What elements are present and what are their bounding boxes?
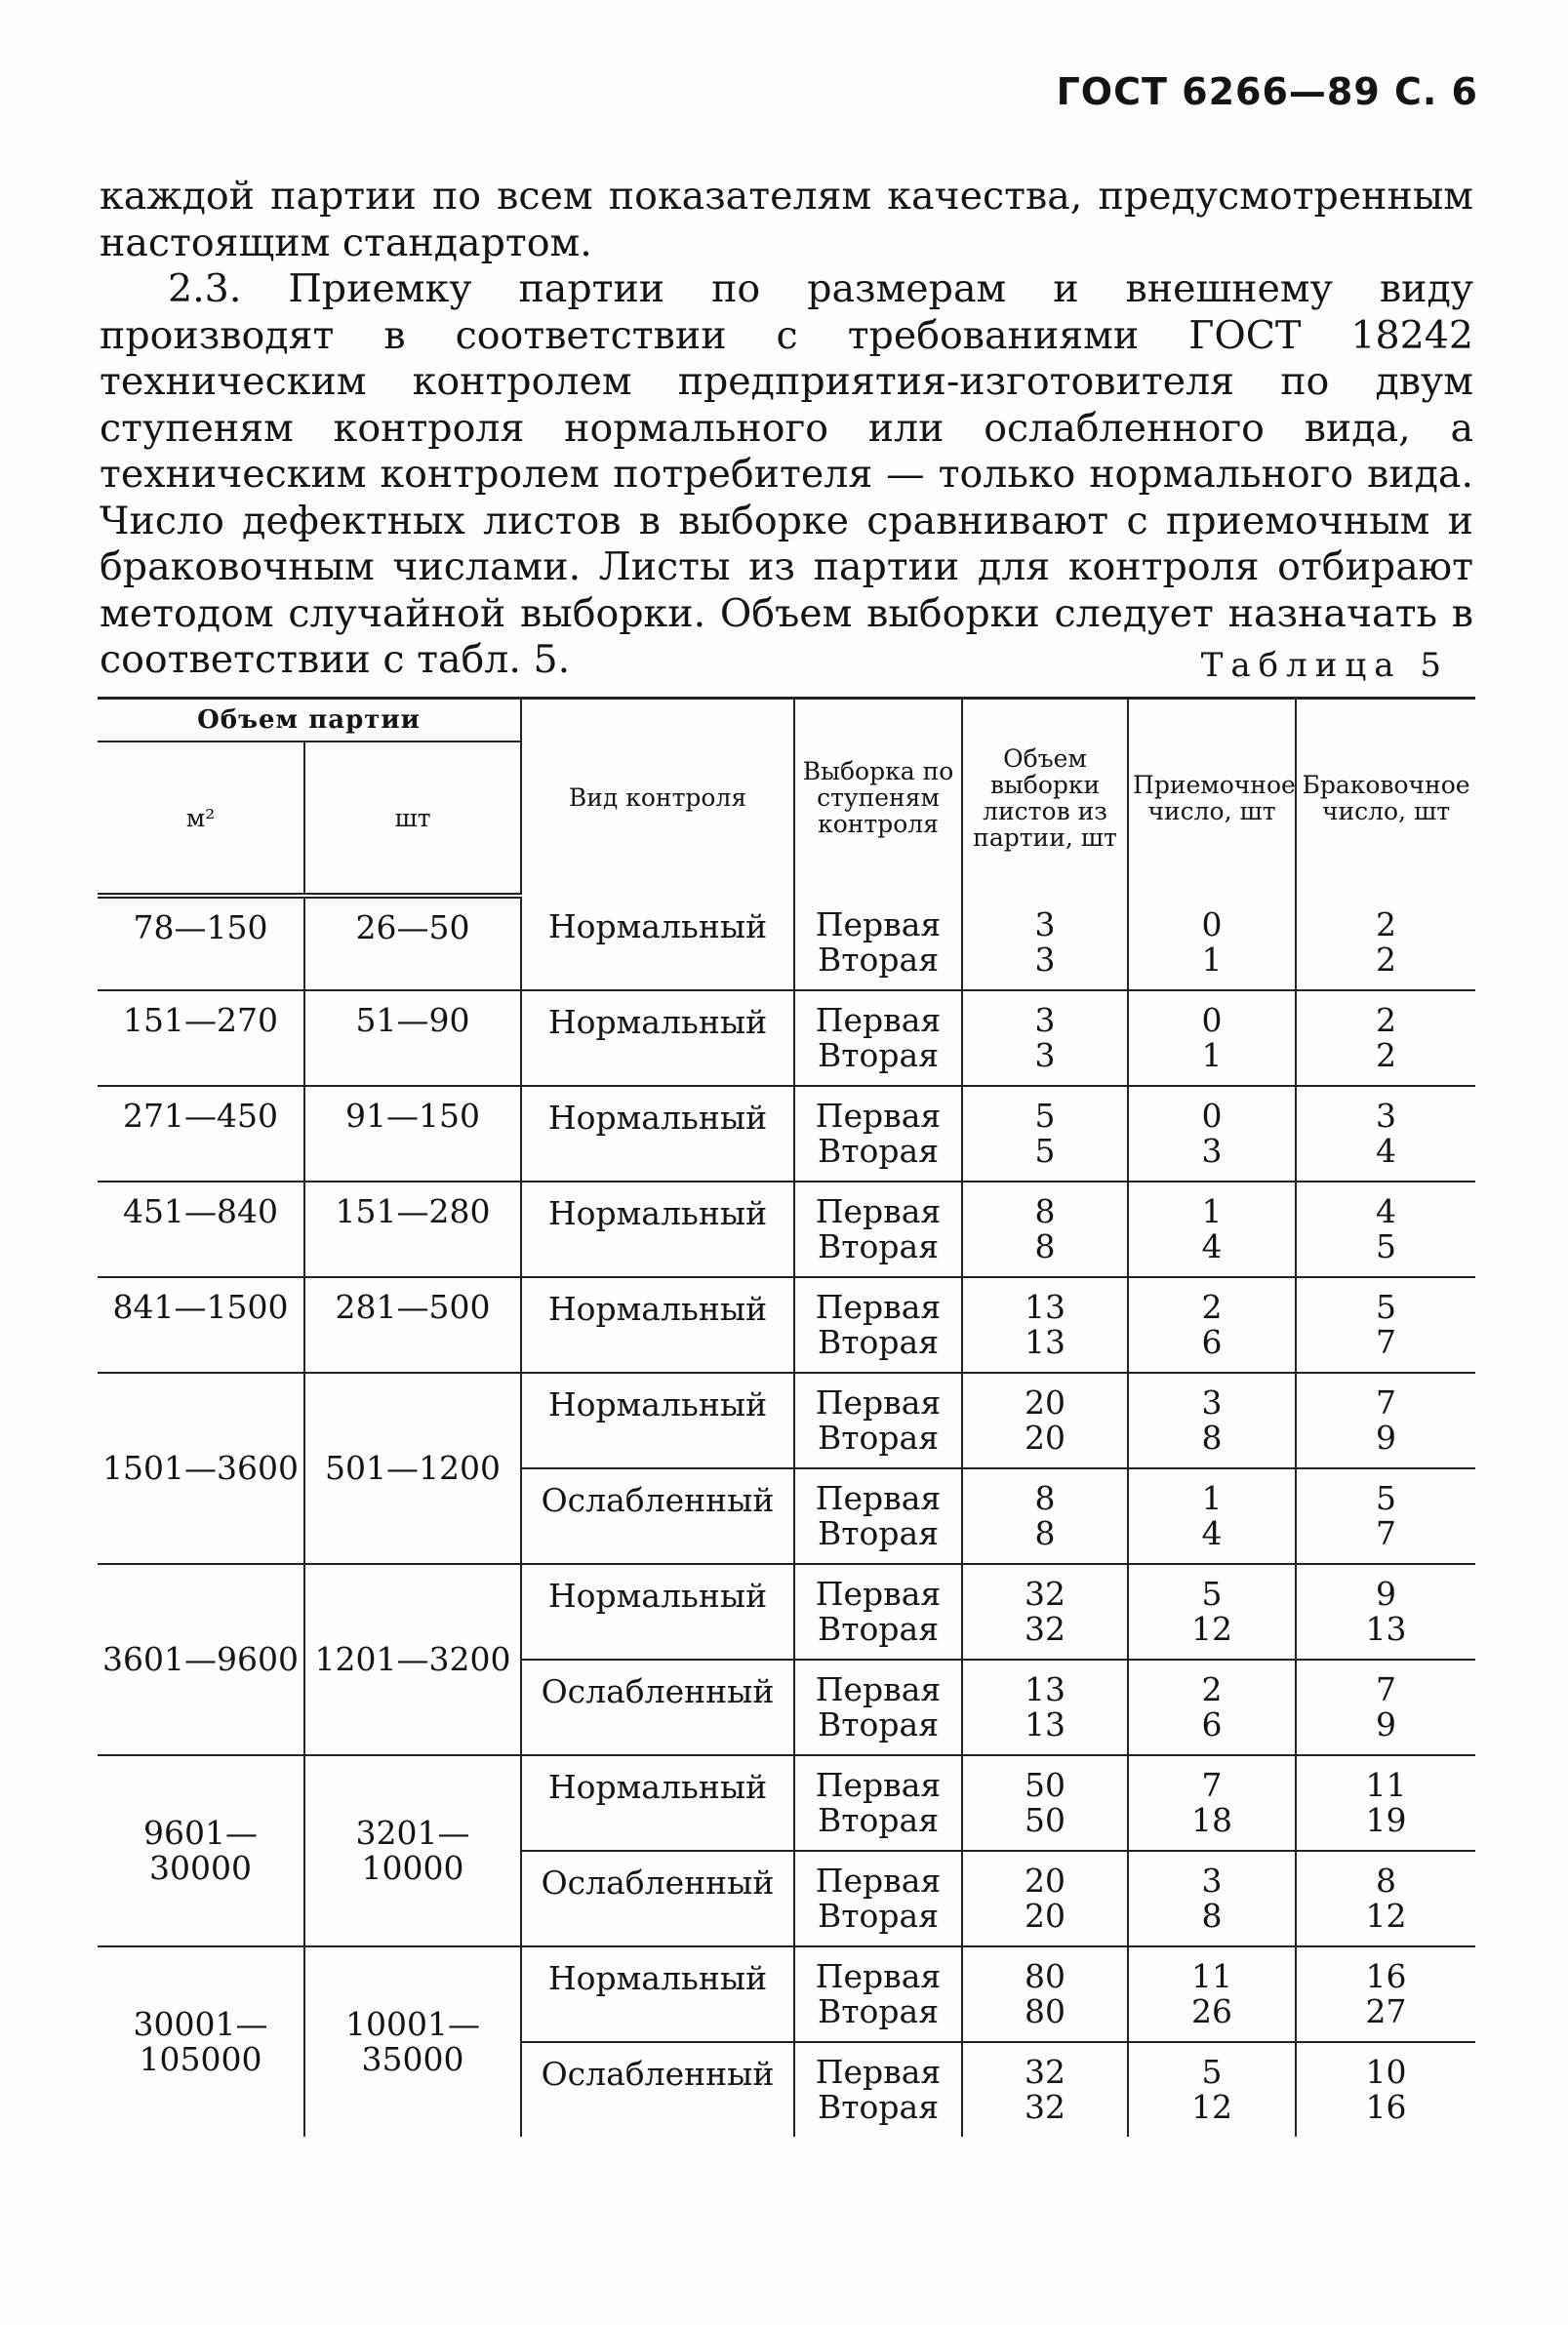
cell-sht: 51—90 [304,990,521,1086]
cell-acceptance: 0 1 [1128,990,1296,1086]
cell-rejection: 8 12 [1296,1851,1475,1946]
cell-acceptance: 0 3 [1128,1086,1296,1182]
cell-control-type: Нормальный [521,1086,794,1182]
cell-control-type: Нормальный [521,1182,794,1277]
cell-stage: Первая Вторая [794,1277,962,1373]
cell-acceptance: 2 6 [1128,1277,1296,1373]
cell-m2: 841—1500 [98,1277,304,1373]
cell-rejection: 10 16 [1296,2042,1475,2137]
header-rejection-number: Браковочное число, шт [1296,699,1475,897]
cell-sht: 1201—3200 [304,1564,521,1755]
cell-sht: 91—150 [304,1086,521,1182]
cell-acceptance: 2 6 [1128,1660,1296,1755]
cell-m2: 3601—9600 [98,1564,304,1755]
table-row [98,1564,1475,1660]
cell-sample-size: 5 5 [962,1086,1128,1182]
cell-m2: 78—150 [98,896,304,990]
cell-control-type: Нормальный [521,1277,794,1373]
cell-control-type: Нормальный [521,1564,794,1660]
cell-acceptance: 7 18 [1128,1755,1296,1851]
table-row [98,1182,1475,1277]
cell-stage: Первая Вторая [794,1564,962,1660]
header-stage: Выборка по ступеням контроля [794,699,962,897]
cell-acceptance: 5 12 [1128,2042,1296,2137]
cell-rejection: 5 7 [1296,1277,1475,1373]
table-row [98,1755,1475,1851]
table-5 [98,697,1475,2137]
cell-sample-size: 3 3 [962,896,1128,990]
cell-stage: Первая Вторая [794,1660,962,1755]
cell-rejection: 11 19 [1296,1755,1475,1851]
cell-m2: 151—270 [98,990,304,1086]
cell-control-type: Нормальный [521,1946,794,2042]
cell-sample-size: 20 20 [962,1373,1128,1468]
cell-sample-size: 32 32 [962,1564,1128,1660]
cell-acceptance: 1 4 [1128,1182,1296,1277]
cell-acceptance: 5 12 [1128,1564,1296,1660]
cell-stage: Первая Вторая [794,1086,962,1182]
cell-stage: Первая Вторая [794,1851,962,1946]
cell-rejection: 2 2 [1296,896,1475,990]
cell-control-type: Нормальный [521,896,794,990]
cell-stage: Первая Вторая [794,1468,962,1564]
cell-sample-size: 80 80 [962,1946,1128,2042]
cell-rejection: 16 27 [1296,1946,1475,2042]
cell-sample-size: 32 32 [962,2042,1128,2137]
table-caption: Таблица 5 [1200,646,1449,685]
table-row [98,1086,1475,1182]
cell-sample-size: 8 8 [962,1468,1128,1564]
cell-sht: 10001—35000 [304,1946,521,2137]
cell-stage: Первая Вторая [794,990,962,1086]
cell-m2: 1501—3600 [98,1373,304,1564]
cell-sample-size: 20 20 [962,1851,1128,1946]
cell-control-type: Ослабленный [521,2042,794,2137]
cell-rejection: 7 9 [1296,1660,1475,1755]
cell-rejection: 4 5 [1296,1182,1475,1277]
paragraph-1: каждой партии по всем показателям качества, предусмотренным настоящим стандартом. [100,174,1473,265]
cell-stage: Первая Вторая [794,2042,962,2137]
cell-m2: 271—450 [98,1086,304,1182]
cell-control-type: Ослабленный [521,1851,794,1946]
cell-sample-size: 8 8 [962,1182,1128,1277]
table-row [98,1946,1475,2042]
cell-sample-size: 3 3 [962,990,1128,1086]
cell-control-type: Нормальный [521,990,794,1086]
cell-sht: 501—1200 [304,1373,521,1564]
cell-acceptance: 11 26 [1128,1946,1296,2042]
cell-rejection: 2 2 [1296,990,1475,1086]
cell-acceptance: 0 1 [1128,896,1296,990]
table-row [98,990,1475,1086]
cell-rejection: 5 7 [1296,1468,1475,1564]
header-m2: м² [98,742,304,896]
header-control-type: Вид контроля [521,699,794,897]
cell-sample-size: 13 13 [962,1660,1128,1755]
header-acceptance-number: Приемочное число, шт [1128,699,1296,897]
cell-control-type: Нормальный [521,1755,794,1851]
cell-control-type: Ослабленный [521,1468,794,1564]
cell-acceptance: 1 4 [1128,1468,1296,1564]
paragraph-2-3: 2.3. Приемку партии по размерам и внешнему виду производят в соответствии с требованиями ГОСТ 18242 техническим контролем предприятия-изготовителя по двум ступеням контроля нормального или ослабленного вида, а техническим контролем потребителя — только нормального вида. Число дефектных листов в выборке сравнивают с приемочным и браковочным числами. Листы из партии для контроля отбирают методом случайной выборки. Объем выборки следует назначать в соответствии с табл. 5. [100,266,1473,682]
cell-m2: 451—840 [98,1182,304,1277]
cell-sample-size: 50 50 [962,1755,1128,1851]
cell-sample-size: 13 13 [962,1277,1128,1373]
cell-control-type: Ослабленный [521,1660,794,1755]
cell-rejection: 3 4 [1296,1086,1475,1182]
cell-m2: 9601—30000 [98,1755,304,1946]
cell-acceptance: 3 8 [1128,1373,1296,1468]
cell-stage: Первая Вторая [794,1373,962,1468]
header-sample-size: Объем выборки листов из партии, шт [962,699,1128,897]
cell-m2: 30001—105000 [98,1946,304,2137]
cell-rejection: 7 9 [1296,1373,1475,1468]
table-row [98,1373,1475,1468]
cell-acceptance: 3 8 [1128,1851,1296,1946]
cell-control-type: Нормальный [521,1373,794,1468]
cell-sht: 26—50 [304,896,521,990]
header-sht: шт [304,742,521,896]
table-row [98,896,1475,990]
table-row [98,1277,1475,1373]
cell-stage: Первая Вторая [794,1182,962,1277]
cell-stage: Первая Вторая [794,1946,962,2042]
cell-stage: Первая Вторая [794,1755,962,1851]
body-text [100,174,1473,684]
cell-sht: 281—500 [304,1277,521,1373]
header-lot-volume: Объем партии [98,699,521,742]
cell-sht: 3201—10000 [304,1755,521,1946]
page-header: ГОСТ 6266—89 С. 6 [1056,70,1478,113]
cell-rejection: 9 13 [1296,1564,1475,1660]
cell-sht: 151—280 [304,1182,521,1277]
cell-stage: Первая Вторая [794,896,962,990]
